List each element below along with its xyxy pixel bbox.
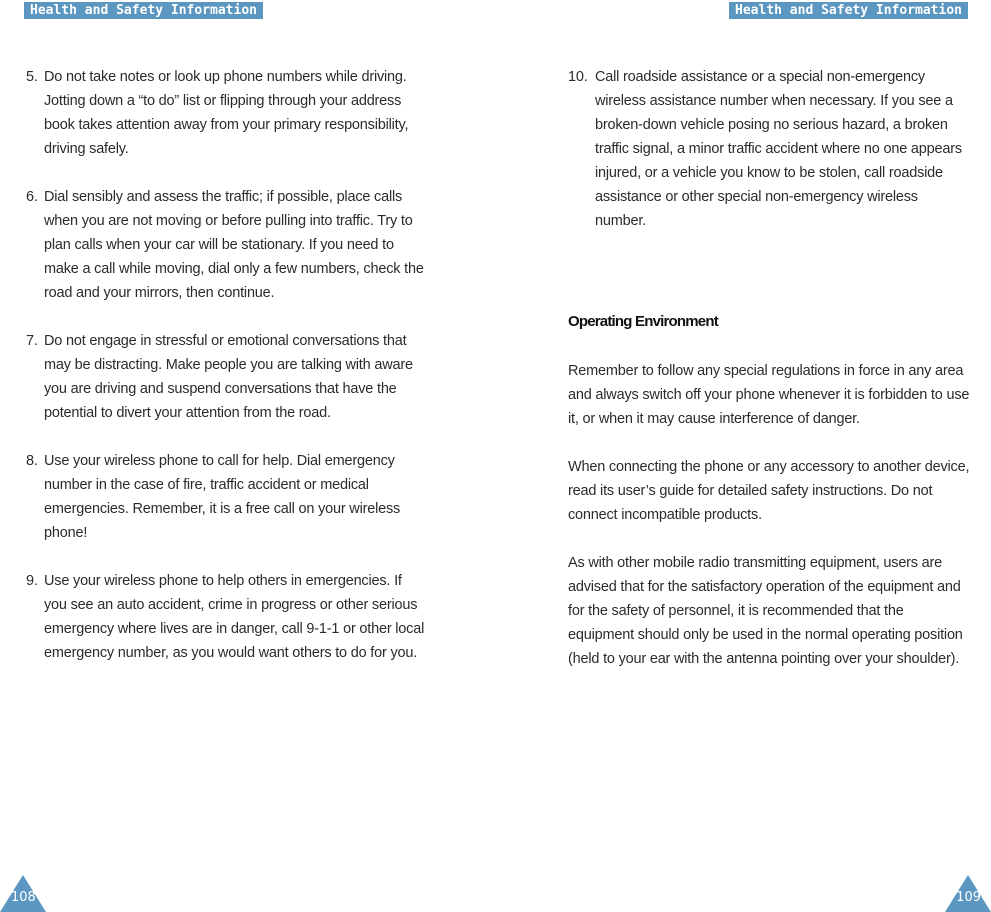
paragraph: As with other mobile radio transmitting equipment, users are advised that for the satisfactory operation of the equipment and for the safety of personnel, it is recommended that the equipment should only be used in the normal operating position (held to your ear with the antenna pointing over your shoulder). xyxy=(568,555,963,667)
item-text: Do not engage in stressful or emotional conversations that may be distracting. Make people you are talking with aware you are driving and suspend conversations that have the potential to divert your attention from the road. xyxy=(44,333,413,421)
item-text: Use your wireless phone to call for help. Dial emergency number in the case of fire, traffic accident or medical emergencies. Remember, it is a free call on your wireless phone! xyxy=(44,453,401,541)
item-text: Dial sensibly and assess the traffic; if possible, place calls when you are not moving or before pulling into traffic. Try to plan calls when your car will be stationary. If you need to make a call while moving, dial only a few numbers, check the road and your mirrors, then continue. xyxy=(44,189,424,301)
item-number: 5. xyxy=(26,69,38,85)
paragraph: Remember to follow any special regulations in force in any area and always switch off your phone whenever it is forbidden to use it, or when it may cause interference of danger. xyxy=(568,363,970,427)
section-title: Operating Environment xyxy=(568,313,718,330)
item-number: 8. xyxy=(26,453,38,469)
right-page-number: 109 xyxy=(956,890,981,905)
list-item xyxy=(26,569,426,665)
list-item xyxy=(26,65,426,161)
item-text: Use your wireless phone to help others in emergencies. If you see an auto accident, crime in progress or other serious emergency where lives are in danger, call 9-1-1 or other local emergency number, as you would want others to do for you. xyxy=(44,573,425,661)
item-text: Call roadside assistance or a special non-emergency wireless assistance number when necessary. If you see a broken-down vehicle posing no serious hazard, a broken traffic signal, a minor traffic accident where no one appears injured, or a vehicle you know to be stolen, call roadside assistance or other special non-emergency wireless number. xyxy=(595,69,962,229)
list-item xyxy=(26,449,426,545)
item-number: 9. xyxy=(26,573,38,589)
left-page xyxy=(0,0,495,912)
list-item xyxy=(568,65,968,233)
right-numbered-list xyxy=(568,65,968,257)
item-number: 7. xyxy=(26,333,38,349)
list-item xyxy=(26,329,426,425)
paragraph: When connecting the phone or any accessory to another device, read its user’s guide for detailed safety instructions. Do not connect incompatible products. xyxy=(568,459,970,523)
left-header-tab: Health and Safety Information xyxy=(24,2,263,19)
item-number: 6. xyxy=(26,189,38,205)
list-item xyxy=(26,185,426,305)
left-page-number: 108 xyxy=(11,890,36,905)
right-page xyxy=(495,0,991,912)
item-number: 10. xyxy=(568,69,588,85)
section-body xyxy=(568,359,970,695)
item-text: Do not take notes or look up phone numbers while driving. Jotting down a “to do” list or flipping through your address book takes attention away from your primary responsibility, driving safely. xyxy=(44,69,409,157)
left-numbered-list xyxy=(26,65,426,689)
right-header-tab: Health and Safety Information xyxy=(729,2,968,19)
